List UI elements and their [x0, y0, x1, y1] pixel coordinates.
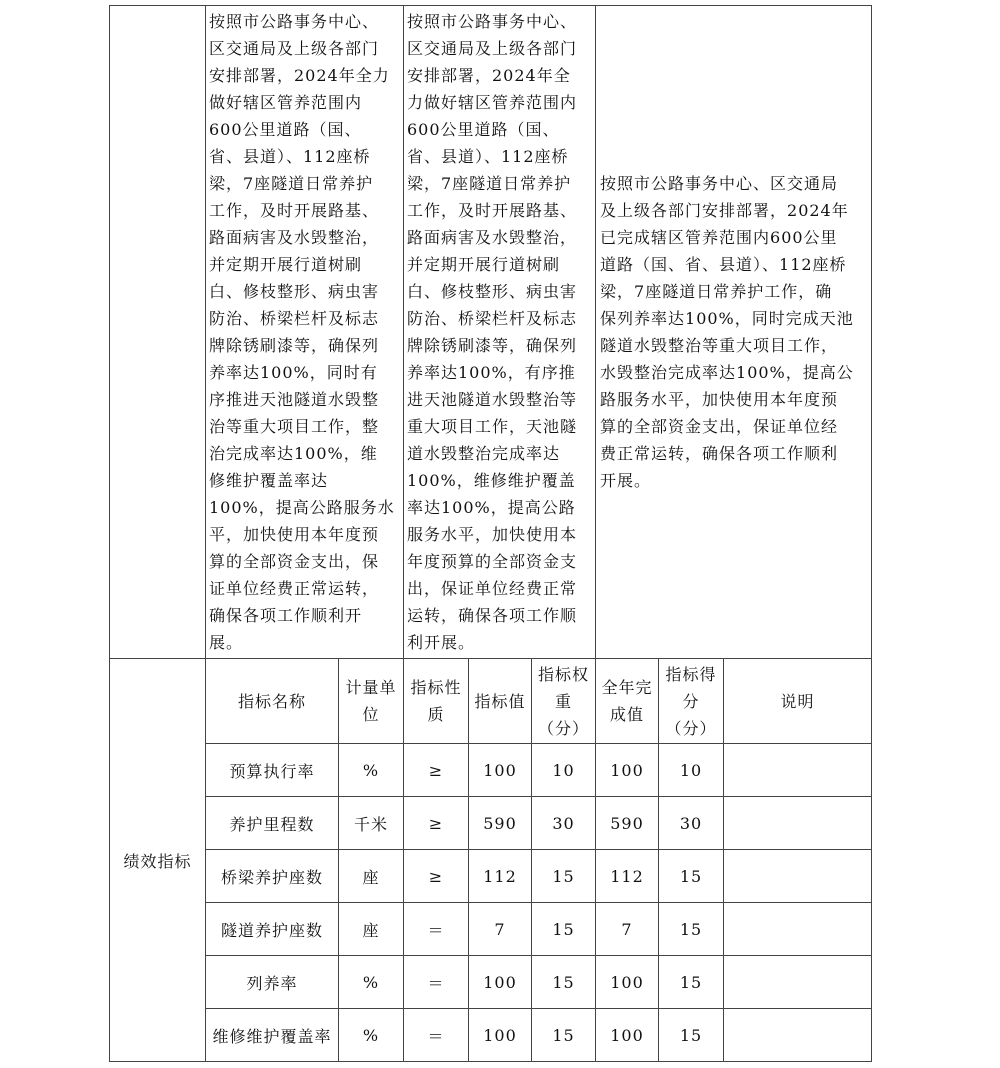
table-row: [110, 956, 872, 1009]
header-weight: 指标权 重 （分）: [532, 659, 596, 744]
section-label: 绩效指标: [110, 659, 206, 1062]
weight: 15: [532, 850, 596, 903]
header-note: 说明: [724, 659, 872, 744]
table-row: [110, 1009, 872, 1062]
nature: ＝: [404, 956, 469, 1009]
nature: ≥: [404, 850, 469, 903]
score: 10: [659, 744, 724, 797]
annual-completion-text: 按照市公路事务中心、区交通局 及上级各部门安排部署，2024年 已完成辖区管养范围内600公里 道路（国、省、县道）、112座桥 梁，7座隧道日常养护工作，确 保列养率达100%，同时完成天池 隧道水毁整治等重大项目工作， 水毁整治完成率达100%，提高公 路服务水平，加快使用本年度预 算的全部资金支出，保证单位经 费正常运转，确保各项工作顺利 开展。: [596, 6, 872, 659]
target-value: 7: [469, 903, 532, 956]
weight: 15: [532, 903, 596, 956]
score: 30: [659, 797, 724, 850]
note: [724, 956, 872, 1009]
nature: ＝: [404, 1009, 469, 1062]
target-value: 100: [469, 744, 532, 797]
indicator-name: 预算执行率: [206, 744, 339, 797]
indicator-name: 列养率: [206, 956, 339, 1009]
note: [724, 744, 872, 797]
annual-goal-text-1: 按照市公路事务中心、 区交通局及上级各部门 安排部署，2024年全力 做好辖区管养范围内 600公里道路（国、 省、县道）、112座桥 梁，7座隧道日常养护 工作，及时开展路基、 路面病害及水毁整治， 并定期开展行道树刷 白、修枝整形、病虫害 防治、桥梁栏杆及标志 牌除锈刷漆等，确保列 养率达100%，同时有 序推进天池隧道水毁整 治等重大项目工作，整 治完成率达100%，维 修维护覆盖率达 100%，提高公路服务水 平，加快使用本年度预 算的全部资金支出，保 证单位经费正常运转， 确保各项工作顺利开 展。: [206, 6, 404, 659]
table-row: [110, 850, 872, 903]
goals-row: [110, 6, 872, 659]
target-value: 112: [469, 850, 532, 903]
nature: ≥: [404, 744, 469, 797]
indicator-name: 桥梁养护座数: [206, 850, 339, 903]
weight: 15: [532, 956, 596, 1009]
note: [724, 903, 872, 956]
actual-value: 7: [596, 903, 659, 956]
actual-value: 100: [596, 1009, 659, 1062]
score: 15: [659, 956, 724, 1009]
unit: 座: [339, 850, 404, 903]
weight: 30: [532, 797, 596, 850]
target-value: 590: [469, 797, 532, 850]
header-unit: 计量单 位: [339, 659, 404, 744]
performance-table: [109, 5, 872, 1062]
header-actual-value: 全年完 成值: [596, 659, 659, 744]
unit: %: [339, 1009, 404, 1062]
unit: 座: [339, 903, 404, 956]
nature: ＝: [404, 903, 469, 956]
table-row: [110, 903, 872, 956]
actual-value: 100: [596, 744, 659, 797]
goals-label-cell: [110, 6, 206, 659]
unit: 千米: [339, 797, 404, 850]
score: 15: [659, 903, 724, 956]
weight: 15: [532, 1009, 596, 1062]
unit: %: [339, 744, 404, 797]
note: [724, 850, 872, 903]
indicator-header-row: [110, 659, 872, 744]
table-row: [110, 797, 872, 850]
indicator-name: 隧道养护座数: [206, 903, 339, 956]
note: [724, 797, 872, 850]
target-value: 100: [469, 956, 532, 1009]
actual-value: 590: [596, 797, 659, 850]
note: [724, 1009, 872, 1062]
annual-goal-text-2: 按照市公路事务中心、 区交通局及上级各部门 安排部署，2024年全 力做好辖区管养范围内 600公里道路（国、 省、县道）、112座桥 梁，7座隧道日常养护 工作，及时开展路基、 路面病害及水毁整治， 并定期开展行道树刷 白、修枝整形、病虫害 防治、桥梁栏杆及标志 牌除锈刷漆等，确保列 养率达100%，有序推 进天池隧道水毁整治等 重大项目工作，天池隧 道水毁整治完成率达 100%，维修维护覆盖 率达100%，提高公路 服务水平，加快使用本 年度预算的全部资金支 出，保证单位经费正常 运转，确保各项工作顺 利开展。: [404, 6, 596, 659]
score: 15: [659, 850, 724, 903]
indicator-name: 维修维护覆盖率: [206, 1009, 339, 1062]
header-nature: 指标性 质: [404, 659, 469, 744]
header-indicator-name: 指标名称: [206, 659, 339, 744]
nature: ≥: [404, 797, 469, 850]
actual-value: 112: [596, 850, 659, 903]
weight: 10: [532, 744, 596, 797]
actual-value: 100: [596, 956, 659, 1009]
header-target-value: 指标值: [469, 659, 532, 744]
table-row: [110, 744, 872, 797]
score: 15: [659, 1009, 724, 1062]
unit: %: [339, 956, 404, 1009]
header-score: 指标得 分 （分）: [659, 659, 724, 744]
indicator-name: 养护里程数: [206, 797, 339, 850]
target-value: 100: [469, 1009, 532, 1062]
